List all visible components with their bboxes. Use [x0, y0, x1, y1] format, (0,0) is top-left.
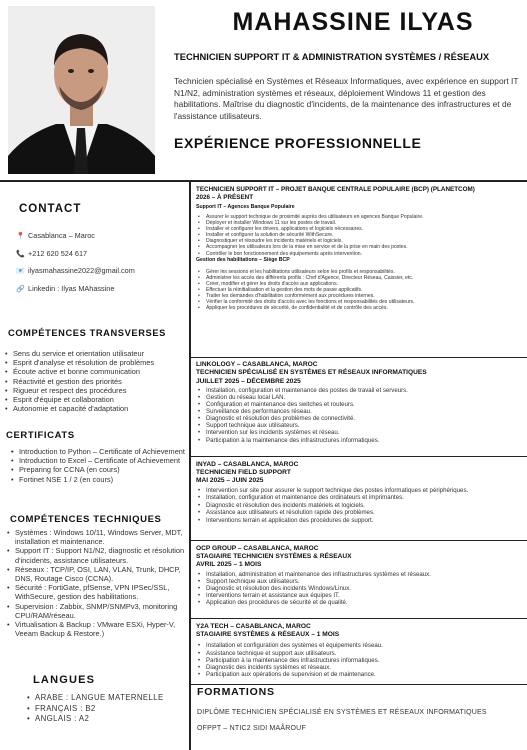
experience-subsection: Gestion des habilitations – Siège BCP: [196, 256, 290, 263]
list-item: • Traiter les demandes d'habilitation conformément aux procédures internes.: [197, 293, 527, 299]
experience-entry: [191, 182, 527, 358]
experience-company: OCP GROUP – CASABLANCA, MAROC: [196, 545, 319, 552]
experience-company: Y2A TECH – CASABLANCA, MAROC: [196, 623, 311, 630]
experience-entry: [191, 541, 527, 619]
experience-subsection: Support IT – Agences Banque Populaire: [196, 204, 295, 210]
list-item: • Déployer et installer Windows 11 sur les postes de travail.: [197, 220, 527, 226]
list-item: • Preparing for CCNA (en cours): [10, 465, 188, 474]
phone-text: +212 620 524 617: [28, 249, 88, 258]
list-item: • FRANÇAIS : B2: [26, 704, 186, 715]
list-item: • Contrôler le bon fonctionnement des équipements après intervention.: [197, 251, 527, 257]
list-item: • Interventions terrain et application des procédures de support.: [197, 517, 527, 525]
list-item: • Participation aux opérations de supervision et de maintenance.: [197, 671, 527, 678]
list-item: • Support IT : Support N1/N2, diagnostic et résolution d'incidents, assistance utilisateurs.: [6, 546, 188, 564]
mail-icon: 📧: [16, 268, 25, 275]
location-text: Casablanca – Maroc: [28, 231, 95, 240]
list-item: • Participation à la maintenance des infrastructures informatiques.: [197, 657, 527, 664]
list-item: • Intervention sur site pour assurer le support technique des postes informatiques et périphériques.: [197, 487, 527, 495]
formations-heading: FORMATIONS: [197, 686, 275, 698]
list-item: • ANGLAIS : A2: [26, 714, 186, 725]
profile-photo: [8, 6, 155, 174]
list-item: • Introduction to Python – Certificate of Achievement: [10, 447, 188, 456]
linkedin-text: Linkedin : Ilyas MAhassine: [28, 284, 115, 293]
experience-title: TECHNICIEN SPÉCIALISÉ EN SYSTÈMES ET RÉSEAUX INFORMATIQUES: [196, 369, 427, 377]
list-item: • Installation, administration et maintenance des infrastructures systèmes et réseaux.: [197, 571, 527, 578]
list-item: • Surveillance des performances réseau.: [197, 408, 527, 415]
list-item: • Installation et configuration des systèmes et équipements réseau.: [197, 642, 527, 649]
experience-company: INYAD – CASABLANCA, MAROC: [196, 461, 299, 468]
list-item: • Diagnostic et résolution des incidents matériels et logiciels.: [197, 502, 527, 510]
experience-date: 2026 – À PRÉSENT: [196, 193, 254, 201]
list-item: • ARABE : LANGUE MATERNELLE: [26, 693, 186, 704]
list-item: • Installation, configuration et maintenance des postes de travail et serveurs.: [197, 387, 527, 394]
list-item: • Écoute active et bonne communication: [4, 367, 188, 376]
tech-skills-list: [6, 528, 188, 638]
contact-heading: CONTACT: [19, 203, 82, 215]
list-item: • Esprit d'analyse et résolution de problèmes: [4, 358, 188, 367]
list-item: • Assurer le support technique de proximité auprès des utilisateurs en agences Banque Populaire.: [197, 214, 527, 220]
list-item: • Intervention sur les incidents systèmes et réseau.: [197, 429, 527, 436]
soft-skills-list: [4, 349, 188, 413]
list-item: • Appliquer les procédures de sécurité, de confidentialité et de contrôle des accès.: [197, 305, 527, 311]
list-item: • Diagnostiquer et résoudre les incidents matériels et logiciels.: [197, 238, 527, 244]
list-item: • Créer, modifier et gérer les droits d'accès aux applications.: [197, 281, 527, 287]
experience-entry: [191, 619, 527, 685]
contact-email[interactable]: [16, 266, 135, 275]
certificates-list: [10, 447, 188, 484]
location-pin-icon: 📍: [16, 233, 25, 240]
link-icon: 🔗: [16, 286, 25, 293]
list-item: • Diagnostic et résolution des incidents Windows/Linux.: [197, 585, 527, 592]
list-item: • Virtualisation & Backup : VMware ESXi, Hyper-V, Veeam Backup & Restore.): [6, 620, 188, 638]
list-item: • Administrer les accès des différents profils : Chef d'Agence, Directeur Réseau, Caissier, etc.: [197, 275, 527, 281]
certificates-heading: CERTIFICATS: [6, 430, 75, 441]
candidate-name: MAHASSINE ILYAS: [232, 8, 474, 36]
list-item: • Support technique aux utilisateurs.: [197, 578, 527, 585]
list-item: • Autonomie et capacité d'adaptation: [4, 404, 188, 413]
contact-linkedin[interactable]: [16, 284, 114, 293]
list-item: • Diagnostic et résolution des problèmes de connectivité.: [197, 415, 527, 422]
tech-skills-heading: COMPÉTENCES TECHNIQUES: [10, 514, 162, 525]
list-item: • Installer et configurer la solution de sécurité WithSecure.: [197, 232, 527, 238]
list-item: • Assistance aux utilisateurs et résolution rapide des problèmes.: [197, 509, 527, 517]
experience-entry: [191, 358, 527, 457]
experience-date: JUILLET 2025 – DÉCEMBRE 2025: [196, 377, 301, 385]
portrait-image: [8, 6, 155, 174]
list-item: • Sens du service et orientation utilisateur: [4, 349, 188, 358]
list-item: • Participation à la maintenance des infrastructures informatiques.: [197, 437, 527, 444]
list-item: • Configuration et maintenance des switches et routeurs.: [197, 401, 527, 408]
profile-summary: Technicien spécialisé en Systèmes et Réseaux Informatiques, avec expérience en support IT N1/N2, administration systèmes et réseaux, déploiement Windows 11 et gestion des habilitations. Maîtrise du diagnostic d'incidents, de la maintenance des infrastructures et de l'assistance utilisateurs.: [174, 76, 519, 121]
list-item: • Accompagner les utilisateurs lors de la mise en service et de la prise en main des postes.: [197, 244, 527, 250]
list-item: • Assistance technique et support aux utilisateurs.: [197, 650, 527, 657]
experience-title: STAGIAIRE SYSTÈMES & RÉSEAUX – 1 MOIS: [196, 631, 340, 639]
list-item: • Gestion du réseau local LAN.: [197, 394, 527, 401]
job-title: TECHNICIEN SUPPORT IT & ADMINISTRATION SYSTÈMES / RÉSEAUX: [174, 51, 490, 62]
list-item: • Support technique aux utilisateurs.: [197, 422, 527, 429]
soft-skills-heading: COMPÉTENCES TRANSVERSES: [8, 328, 166, 338]
experience-date: AVRIL 2025 – 1 MOIS: [196, 561, 262, 569]
list-item: • Application des procédures de sécurité et de qualité.: [197, 599, 527, 606]
list-item: • Vérifier la conformité des droits d'accès avec les fonctions et responsabilités des utilisateurs.: [197, 299, 527, 305]
experience-company: LINKOLOGY – CASABLANCA, MAROC: [196, 361, 318, 368]
languages-list: [26, 693, 186, 725]
list-item: • Supervision : Zabbix, SNMP/SNMPv3, monitoring CPU/RAM/réseau.: [6, 602, 188, 620]
list-item: • Esprit d'équipe et collaboration: [4, 395, 188, 404]
list-item: • Installer et configurer les drivers, applications et logiciels nécessaires.: [197, 226, 527, 232]
formation-school: OFPPT – NTIC2 SIDI MAÂROUF: [197, 725, 306, 732]
list-item: • Réseaux : TCP/IP, OSI, LAN, VLAN, Trunk, DHCP, DNS, Routage Cisco (CCNA).: [6, 565, 188, 583]
phone-icon: 📞: [16, 251, 25, 258]
experience-title: TECHNICIEN FIELD SUPPORT: [196, 469, 291, 477]
list-item: • Réactivité et gestion des priorités: [4, 377, 188, 386]
list-item: • Effectuer la réinitialisation et la gestion des mots de passe applicatifs.: [197, 287, 527, 293]
list-item: • Gérer les sessions et les habilitations utilisateurs selon les profils et responsabilités.: [197, 269, 527, 275]
experience-date: MAI 2025 – JUIN 2025: [196, 477, 264, 485]
contact-phone[interactable]: [16, 249, 87, 258]
list-item: • Installation, configuration et maintenance des ordinateurs et imprimantes.: [197, 494, 527, 502]
list-item: • Fortinet NSE 1 / 2 (en cours): [10, 475, 188, 484]
email-text: ilyasmahassine2022@gmail.com: [28, 266, 135, 275]
list-item: • Diagnostic des incidents systèmes et réseaux.: [197, 664, 527, 671]
contact-location: [16, 231, 95, 240]
formations-section: [197, 686, 525, 732]
list-item: • Systèmes : Windows 10/11, Windows Server, MDT, installation et maintenance.: [6, 528, 188, 546]
header: [170, 8, 524, 151]
experience-title: TECHNICIEN SUPPORT IT – PROJET BANQUE CENTRALE POPULAIRE (BCP) (PLANETCOM): [196, 186, 475, 193]
list-item: • Rigueur et respect des procédures: [4, 386, 188, 395]
list-item: • Sécurité : FortiGate, pfSense, VPN IPSec/SSL, WithSecure, gestion des habilitations.: [6, 583, 188, 601]
formation-diploma: DIPLÔME TECHNICIEN SPÉCIALISÉ EN SYSTÈMES ET RÉSEAUX INFORMATIQUES: [197, 709, 487, 716]
experience-title: STAGIAIRE TECHNICIEN SYSTÈMES & RÉSEAUX: [196, 553, 352, 561]
experience-entry: [191, 457, 527, 541]
list-item: • Interventions terrain et assistance aux équipes IT.: [197, 592, 527, 599]
languages-heading: LANGUES: [33, 674, 96, 686]
list-item: • Introduction to Excel – Certificate of Achievement: [10, 456, 188, 465]
experience-heading: EXPÉRIENCE PROFESSIONNELLE: [174, 135, 422, 151]
